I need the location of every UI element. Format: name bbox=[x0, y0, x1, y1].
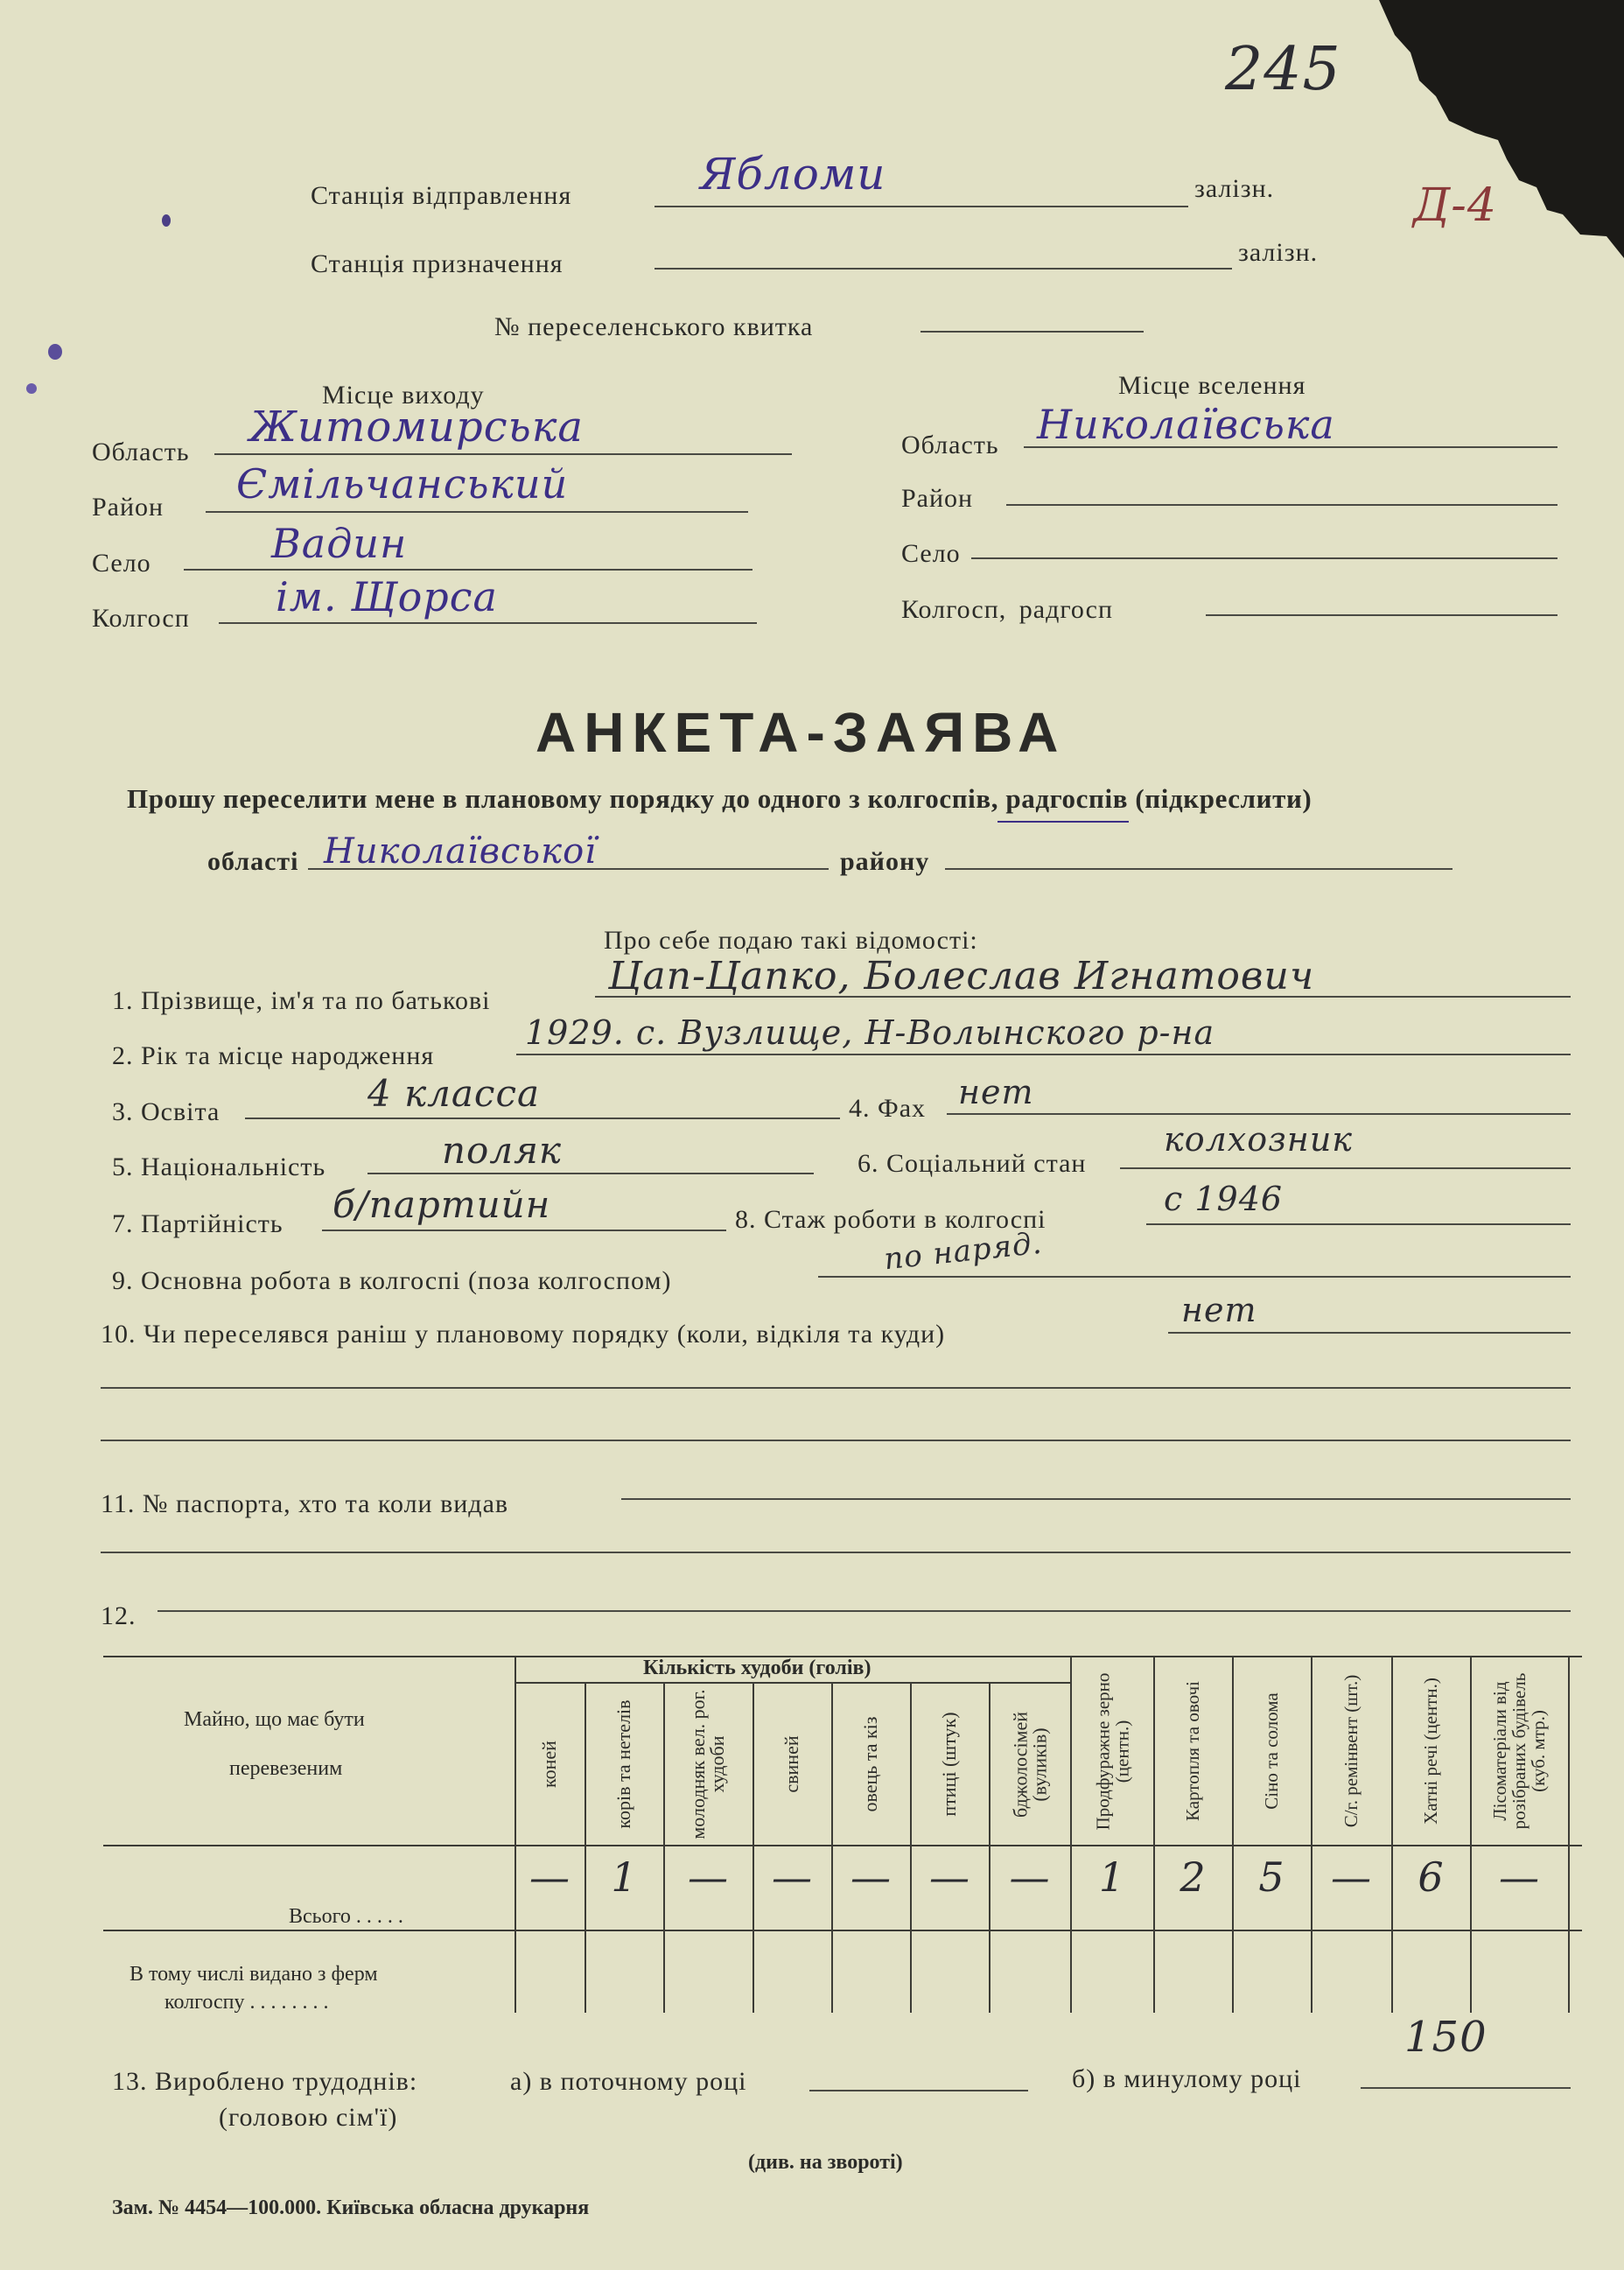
q10-line-3 bbox=[101, 1440, 1571, 1441]
departure-line bbox=[654, 206, 1188, 207]
property-header-line1: Майно, що має бути bbox=[184, 1708, 365, 1731]
destination-label: Станція призначення bbox=[311, 249, 564, 278]
total-value-cell: — bbox=[1009, 1853, 1050, 1901]
raion-label: району bbox=[840, 847, 930, 876]
raion-line bbox=[945, 868, 1452, 870]
q10-value: нет bbox=[1181, 1291, 1257, 1329]
settlement-kolkhoz-label: Колгосп, радгосп bbox=[901, 595, 1114, 624]
workdays-current-label: а) в поточному році bbox=[510, 2067, 747, 2096]
origin-district-value: Ємільчанський bbox=[236, 460, 569, 508]
q2-line bbox=[516, 1054, 1571, 1055]
q6-value: колхозник bbox=[1164, 1120, 1353, 1159]
q8-value: с 1946 bbox=[1164, 1180, 1284, 1218]
column-header: Картопля та овочі bbox=[1182, 1681, 1203, 1821]
ticket-label: № переселенського квитка bbox=[494, 312, 814, 341]
livestock-header: Кількість худоби (голів) bbox=[643, 1657, 872, 1679]
workdays-current-line bbox=[809, 2090, 1028, 2091]
page-number: 245 bbox=[1225, 35, 1341, 104]
total-value-cell: — bbox=[1331, 1853, 1371, 1901]
settlement-region-value: Николаївська bbox=[1037, 401, 1335, 448]
workdays-previous-line bbox=[1361, 2087, 1571, 2089]
total-value-cell: — bbox=[688, 1853, 728, 1901]
q11-line bbox=[621, 1498, 1571, 1500]
origin-village-value: Вадин bbox=[271, 520, 408, 567]
intro-text: Про себе подаю такі відомості: bbox=[604, 926, 978, 955]
column-header: бджолосімей (вуликів) bbox=[1008, 1711, 1050, 1818]
total-value-cell: 6 bbox=[1418, 1853, 1444, 1901]
q7-value: б/партийн bbox=[332, 1183, 551, 1226]
q10-label: 10. Чи переселявся раніш у плановому порядку (коли, відкіля та куди) bbox=[101, 1320, 946, 1349]
livestock-header-line bbox=[514, 1682, 1070, 1684]
settlement-village-label: Село bbox=[901, 539, 961, 568]
origin-region-label: Область bbox=[92, 438, 190, 466]
column-header: Хатні речі (центн.) bbox=[1420, 1678, 1441, 1825]
q9-line bbox=[818, 1276, 1571, 1278]
q2-value: 1929. с. Вузлище, Н-Волынского р-на bbox=[525, 1013, 1215, 1052]
q4-line bbox=[947, 1113, 1571, 1115]
q8-line bbox=[1146, 1223, 1571, 1225]
total-label: Всього . . . . . bbox=[289, 1905, 403, 1928]
settlement-district-label: Район bbox=[901, 484, 974, 513]
settlement-village-line bbox=[971, 557, 1558, 559]
total-value-cell: 1 bbox=[611, 1853, 637, 1901]
column-header: корів та нетелів bbox=[612, 1699, 634, 1829]
total-value-cell: — bbox=[850, 1853, 891, 1901]
origin-kolkhoz-label: Колгосп bbox=[92, 604, 190, 633]
see-reverse: (див. на звороті) bbox=[748, 2151, 903, 2174]
departure-label: Станція відправлення bbox=[311, 181, 572, 210]
column-header: Лісоматеріали від розібраних будівель (куб. мтр.) bbox=[1489, 1672, 1549, 1830]
q9-label: 9. Основна робота в колгоспі (поза колгоспом) bbox=[112, 1266, 672, 1295]
total-value-cell: — bbox=[929, 1853, 970, 1901]
q3-value: 4 класса bbox=[368, 1072, 541, 1115]
q3-label: 3. Освіта bbox=[112, 1097, 220, 1126]
q7-label: 7. Партійність bbox=[112, 1209, 284, 1238]
q12-label: 12. bbox=[101, 1601, 136, 1630]
q8-label: 8. Стаж роботи в колгоспі bbox=[735, 1205, 1046, 1234]
workdays-sub-label: (головою сім'ї) bbox=[219, 2103, 398, 2132]
total-value-cell: 2 bbox=[1180, 1853, 1206, 1901]
workdays-previous-label: б) в минулому році bbox=[1072, 2064, 1302, 2093]
q1-label: 1. Прізвище, ім'я та по батькові bbox=[112, 986, 491, 1015]
origin-village-line bbox=[184, 569, 752, 571]
ink-spot bbox=[162, 214, 171, 227]
column-header: Продфуражне зерно (центн.) bbox=[1091, 1672, 1132, 1830]
settlement-district-line bbox=[1006, 504, 1558, 506]
q9-value: по наряд. bbox=[882, 1225, 1045, 1278]
q10-line-2 bbox=[101, 1387, 1571, 1389]
q5-label: 5. Національність bbox=[112, 1153, 326, 1181]
table-header-bottom-line bbox=[103, 1845, 1582, 1846]
form-title: АНКЕТА-ЗАЯВА bbox=[536, 701, 1067, 764]
q2-label: 2. Рік та місце народження bbox=[112, 1041, 435, 1070]
column-header: коней bbox=[538, 1741, 560, 1788]
origin-region-line bbox=[214, 453, 792, 455]
column-header: птиці (штук) bbox=[938, 1712, 960, 1817]
total-value-cell: — bbox=[772, 1853, 812, 1901]
ticket-line bbox=[920, 331, 1144, 333]
rail-label-1: залізн. bbox=[1194, 174, 1275, 203]
origin-kolkhoz-value: ім. Щорса bbox=[276, 573, 498, 620]
origin-heading: Місце виходу bbox=[322, 381, 485, 410]
settlement-kolkhoz-line bbox=[1206, 614, 1558, 616]
column-header: свиней bbox=[780, 1735, 802, 1793]
request-text: Прошу переселити мене в плановому порядку до одного з колгоспів, радгоспів (підкреслити) bbox=[127, 783, 1312, 814]
settlement-heading: Місце вселення bbox=[1118, 371, 1306, 400]
origin-district-line bbox=[206, 511, 748, 513]
origin-village-label: Село bbox=[92, 549, 151, 578]
column-header: овець та кіз bbox=[859, 1716, 881, 1812]
farm-label-line1: В тому числі видано з ферм bbox=[130, 1963, 378, 1986]
ink-spot bbox=[48, 344, 62, 360]
workdays-label: 13. Вироблено трудоднів: bbox=[112, 2067, 418, 2096]
q7-line bbox=[322, 1230, 726, 1231]
total-value-cell: — bbox=[1499, 1853, 1539, 1901]
q6-label: 6. Соціальний стан bbox=[858, 1149, 1087, 1178]
table-column-divider bbox=[1568, 1656, 1570, 2013]
origin-kolkhoz-line bbox=[219, 622, 757, 624]
column-header: Сіно та солома bbox=[1261, 1692, 1282, 1810]
workdays-previous-value: 150 bbox=[1404, 2013, 1488, 2062]
ink-spot bbox=[26, 383, 37, 394]
q3-line bbox=[245, 1117, 840, 1119]
corner-mark: Д-4 bbox=[1413, 179, 1497, 232]
underline-mark bbox=[998, 821, 1129, 823]
q6-line bbox=[1120, 1167, 1571, 1169]
column-header: С/г. ремінвент (шт.) bbox=[1340, 1674, 1362, 1828]
origin-region-value: Житомирська bbox=[249, 403, 584, 452]
table-total-bottom-line bbox=[103, 1930, 1582, 1931]
q1-value: Цап-Цапко, Болеслав Игнатович bbox=[608, 954, 1315, 998]
settlement-region-label: Область bbox=[901, 431, 999, 459]
total-value-cell: 5 bbox=[1258, 1853, 1284, 1901]
total-value-cell: — bbox=[529, 1853, 570, 1901]
rail-label-2: залізн. bbox=[1238, 238, 1319, 267]
q10-line bbox=[1168, 1332, 1571, 1334]
q5-line bbox=[368, 1173, 814, 1174]
q12-line bbox=[158, 1610, 1571, 1612]
oblast-value: Николаївської bbox=[324, 831, 597, 872]
printer-imprint: Зам. № 4454—100.000. Київська обласна друкарня bbox=[112, 2196, 590, 2219]
oblast-label: області bbox=[207, 847, 299, 876]
origin-district-label: Район bbox=[92, 493, 164, 522]
total-value-cell: 1 bbox=[1098, 1853, 1125, 1901]
q11-line-2 bbox=[101, 1552, 1571, 1553]
q5-value: поляк bbox=[442, 1129, 562, 1172]
property-header-line2: перевезеним bbox=[229, 1757, 343, 1780]
departure-value: Ябломи bbox=[700, 149, 886, 200]
farm-label-line2: колгоспу . . . . . . . . bbox=[164, 1991, 329, 2014]
q4-label: 4. Фах bbox=[849, 1094, 927, 1123]
column-header: молодняк вел. рог. худоби bbox=[687, 1689, 728, 1839]
q11-label: 11. № паспорта, хто та коли видав bbox=[101, 1489, 509, 1518]
q4-value: нет bbox=[958, 1073, 1034, 1111]
destination-line bbox=[654, 268, 1232, 270]
